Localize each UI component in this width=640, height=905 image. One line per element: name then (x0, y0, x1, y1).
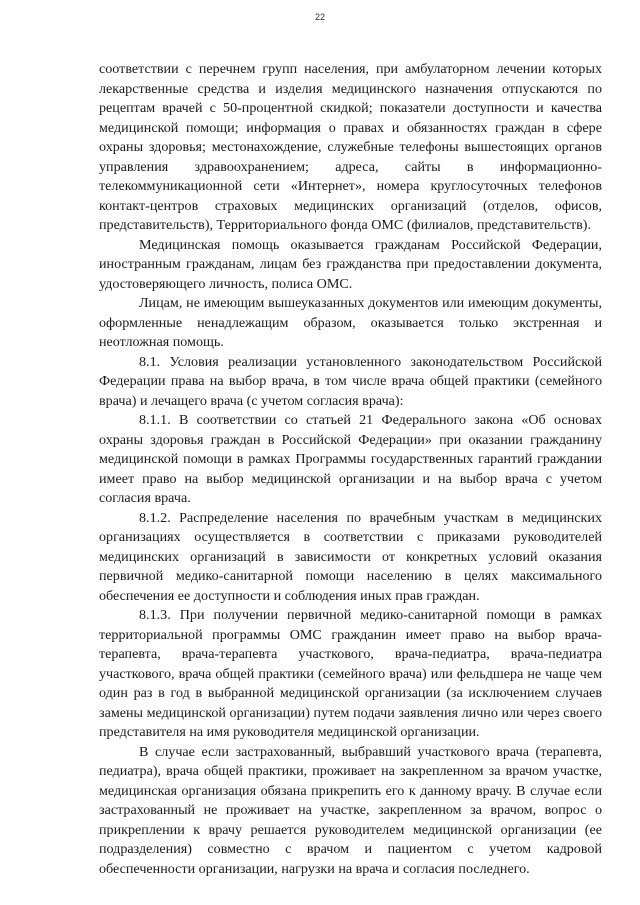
paragraph-8-1-2: 8.1.2. Распределение населения по врачебным участкам в медицинских организациях осуществляется в соответствии с приказами руководителей медицинских организаций в зависимости от конкретных условий оказания первичной медико-санитарной помощи населению в целях максимального обеспечения ее доступности и соблюдения иных прав граждан. (99, 509, 602, 604)
paragraph-8-1-1: 8.1.1. В соответствии со статьей 21 Федерального закона «Об основах охраны здоровья граждан в Российской Федерации» при оказании гражданину медицинской помощи в рамках Программы государственных гарантий граждании имеет право на выбор медицинской организации и на выбор врача с учетом согласия врача. (99, 412, 602, 506)
document-body (99, 60, 602, 879)
paragraph-8-1: 8.1. Условия реализации установленного законодательством Российской Федерации права на выбор врача, в том числе врача общей практики (семейного врача) и лечащего врача (с учетом согласия врача): (99, 353, 602, 409)
paragraph-no-documents: Лицам, не имеющим вышеуказанных документов или имеющим документы, оформленные ненадлежащим образом, оказывается только экстренная и неотложная помощь. (99, 295, 602, 350)
paragraph-citizens-care: Медицинская помощь оказывается гражданам Российской Федерации, иностранным гражданам, лицам без гражданства при предоставлении документа, удостоверяющего личность, полиса ОМС. (99, 236, 602, 292)
paragraph-attachment: В случае если застрахованный, выбравший участкового врача (терапевта, педиатра), врача общей практики, проживает на закрепленном за врачом участке, медицинская организация обязана прикрепить его к данному врачу. В случае если застрахованный не проживает на участке, закрепленном за врачом, вопрос о прикреплении к врачу решается руководителем медицинской организации (ее подразделения) совместно с врачом и пациентом с учетом кадровой обеспеченности организации, нагрузки на врача и согласия последнего. (99, 743, 602, 877)
paragraph-8-1-3: 8.1.3. При получении первичной медико-санитарной помощи в рамках территориальной программы ОМС гражданин имеет право на выбор врача-терапевта, врача-терапевта участкового, врача-педиатра, врача-педиатра участкового, врача общей практики (семейного врача) или фельдшера не чаще чем один раз в год в выбранной медицинской организации (за исключением случаев замены медицинской организации) путем подачи заявления лично или через своего представителя на имя руководителя медицинской организации. (99, 607, 602, 740)
page-number: 22 (314, 12, 325, 22)
paragraph-continuation: соответствии с перечнем групп населения, при амбулаторном лечении которых лекарственные средства и изделия медицинского назначения отпускаются по рецептам врачей с 50-процентной скидкой; показатели доступности и качества медицинской помощи; информация о правах и обязанностях граждан в сфере охраны здоровья; местонахождение, служебные телефоны вышестоящих органов управления здравоохранением; адреса, сайты в информационно-телекоммуникационной сети «Интернет», номера круглосуточных телефонов контакт-центров страховых медицинских организаций (отделов, офисов, представительств), Территориального фонда ОМС (филиалов, представительств). (99, 61, 602, 233)
